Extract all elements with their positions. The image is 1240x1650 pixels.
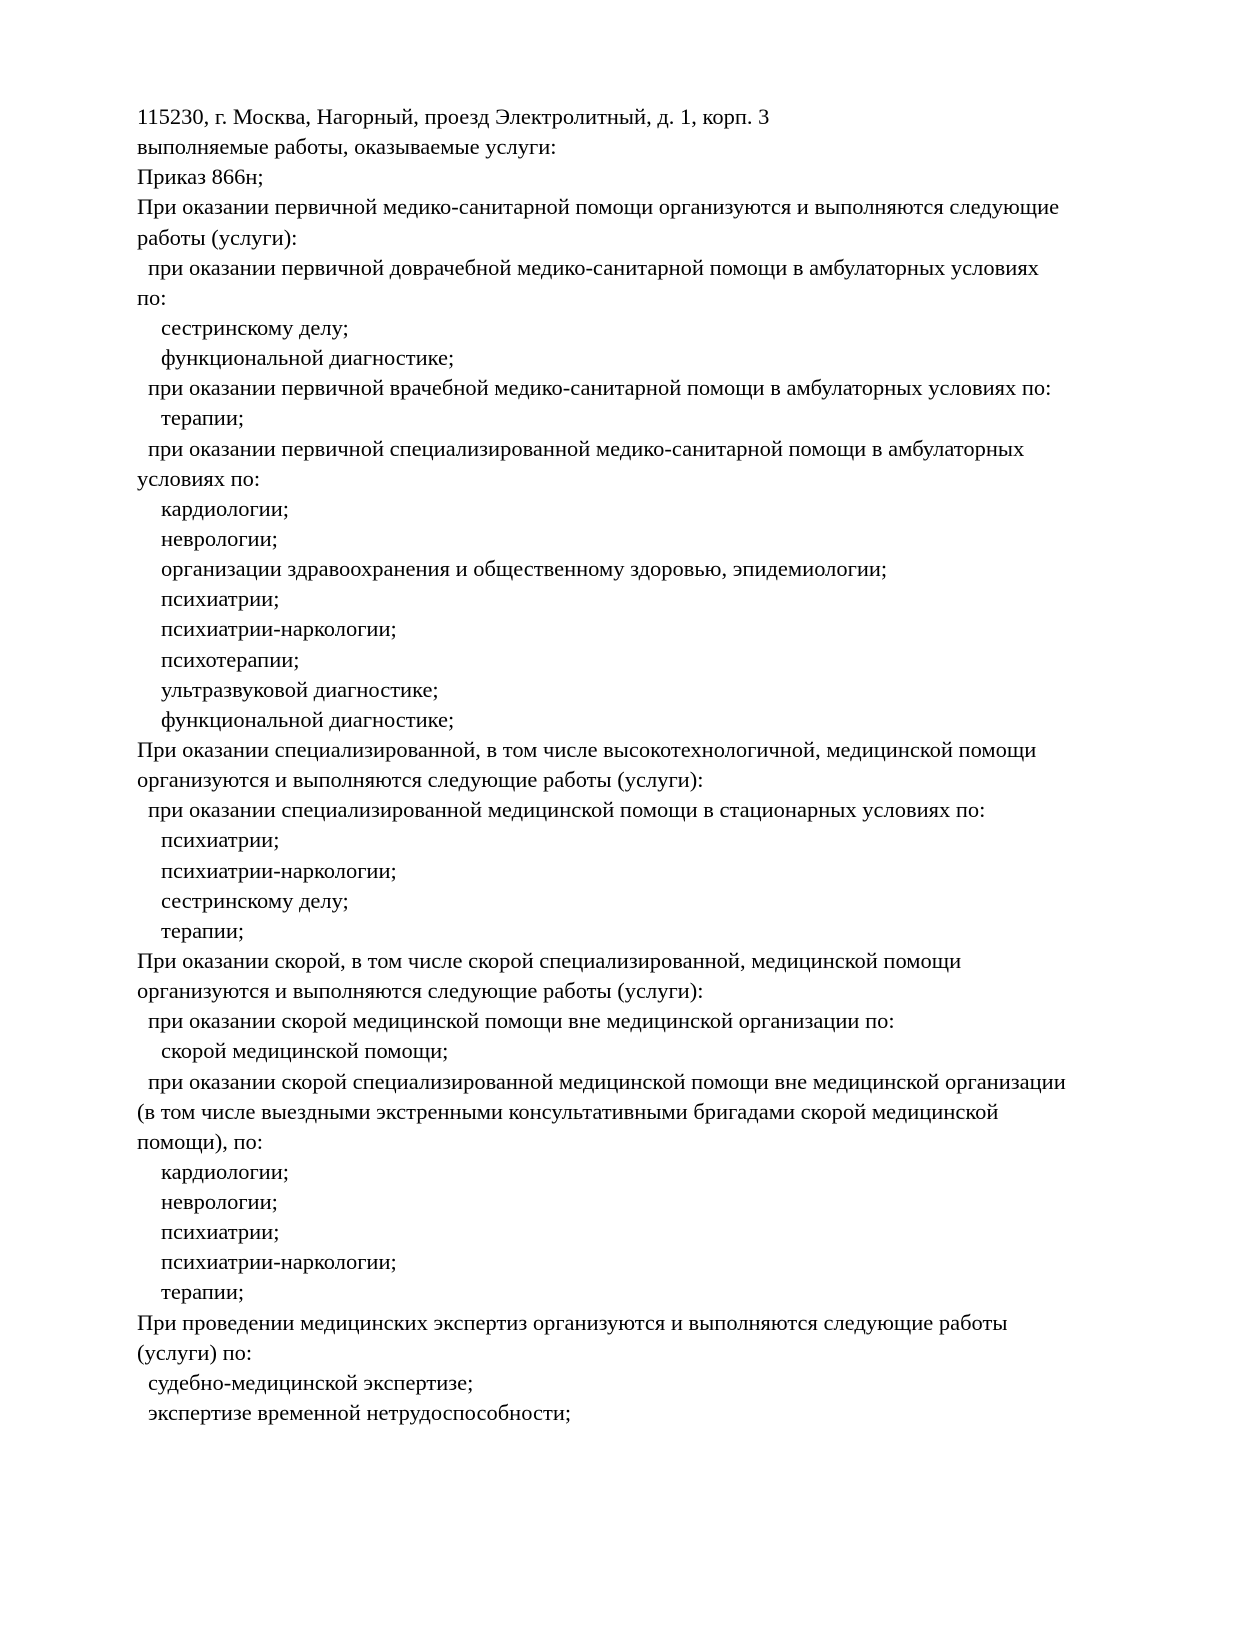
document-line: условиях по: bbox=[137, 465, 261, 491]
document-line: кардиологии; bbox=[161, 495, 290, 521]
document-line: судебно-медицинской экспертизе; bbox=[148, 1369, 474, 1395]
document-line: терапии; bbox=[161, 917, 245, 943]
document-line: Приказ 866н; bbox=[137, 164, 264, 190]
document-line: При проведении медицинских экспертиз организуются и выполняются следующие работы bbox=[137, 1309, 1008, 1335]
document-line: психотерапии; bbox=[161, 646, 300, 672]
document-line: При оказании скорой, в том числе скорой специализированной, медицинской помощи bbox=[137, 947, 962, 973]
document-line: психиатрии-наркологии; bbox=[161, 616, 397, 642]
document-line: психиатрии-наркологии; bbox=[161, 857, 397, 883]
document-line: психиатрии-наркологии; bbox=[161, 1249, 397, 1275]
document-line: сестринскому делу; bbox=[161, 887, 349, 913]
document-line: организации здравоохранения и общественному здоровью, эпидемиологии; bbox=[161, 556, 888, 582]
document-line: функциональной диагностике; bbox=[161, 345, 455, 371]
document-line: при оказании первичной специализированной медико-санитарной помощи в амбулаторных bbox=[148, 435, 1025, 461]
document-line: экспертизе временной нетрудоспособности; bbox=[148, 1400, 572, 1426]
document-line: скорой медицинской помощи; bbox=[161, 1038, 449, 1064]
document-line: выполняемые работы, оказываемые услуги: bbox=[137, 134, 557, 160]
document-line: по: bbox=[137, 284, 167, 310]
document-line: при оказании скорой медицинской помощи вне медицинской организации по: bbox=[148, 1008, 895, 1034]
document-line: организуются и выполняются следующие работы (услуги): bbox=[137, 767, 704, 793]
document-line: при оказании специализированной медицинской помощи в стационарных условиях по: bbox=[148, 797, 986, 823]
document-line: (услуги) по: bbox=[137, 1339, 253, 1365]
document-line: терапии; bbox=[161, 405, 245, 431]
document-line: При оказании специализированной, в том числе высокотехнологичной, медицинской помощи bbox=[137, 736, 1037, 762]
document-line: кардиологии; bbox=[161, 1158, 290, 1184]
document-line: помощи), по: bbox=[137, 1128, 264, 1154]
document-line: неврологии; bbox=[161, 1189, 278, 1215]
document-line: психиатрии; bbox=[161, 1219, 280, 1245]
document-line: 115230, г. Москва, Нагорный, проезд Электролитный, д. 1, корп. 3 bbox=[137, 104, 770, 129]
document-page bbox=[137, 102, 1197, 1428]
document-line: психиатрии; bbox=[161, 827, 280, 853]
document-line: работы (услуги): bbox=[137, 224, 298, 250]
document-line: сестринскому делу; bbox=[161, 314, 349, 340]
document-line: при оказании первичной врачебной медико-санитарной помощи в амбулаторных условиях по: bbox=[148, 375, 1052, 401]
document-line: неврологии; bbox=[161, 525, 278, 551]
document-line: психиатрии; bbox=[161, 586, 280, 612]
document-line: функциональной диагностике; bbox=[161, 706, 455, 732]
document-line: ультразвуковой диагностике; bbox=[161, 676, 439, 702]
document-line: (в том числе выездными экстренными консультативными бригадами скорой медицинской bbox=[137, 1098, 999, 1124]
document-line: терапии; bbox=[161, 1279, 245, 1305]
document-line: при оказании первичной доврачебной медико-санитарной помощи в амбулаторных условиях bbox=[148, 254, 1039, 280]
document-line: при оказании скорой специализированной медицинской помощи вне медицинской организации bbox=[148, 1068, 1066, 1094]
document-line: При оказании первичной медико-санитарной помощи организуются и выполняются следующие bbox=[137, 194, 1060, 220]
document-line: организуются и выполняются следующие работы (услуги): bbox=[137, 978, 704, 1004]
